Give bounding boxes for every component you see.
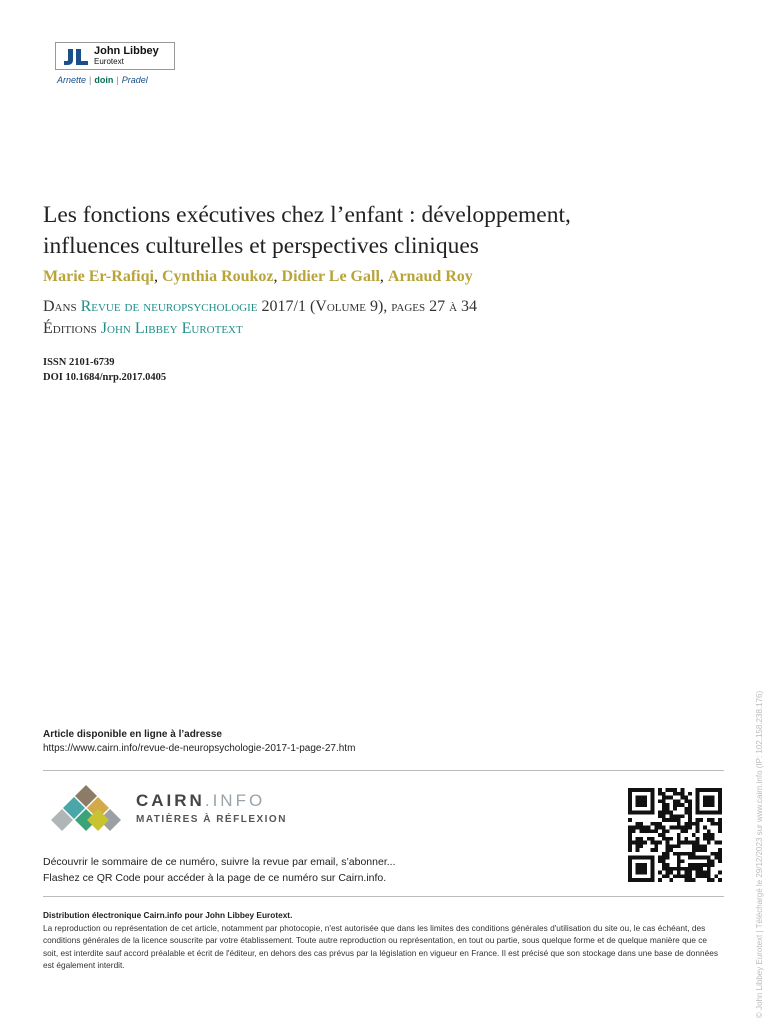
cairn-logo-icon [43,784,129,836]
author-link[interactable]: Cynthia Roukoz [161,268,274,285]
journal-link[interactable]: Revue de neuropsychologie [80,298,258,315]
author-link[interactable]: Didier Le Gall [281,268,380,285]
legal-heading: Distribution électronique Cairn.info pour John Libbey Eurotext. [43,910,293,920]
doi: DOI 10.1684/nrp.2017.0405 [43,372,167,383]
imprint-logos: Arnette | doin | Pradel [57,75,148,85]
journal-line [43,298,477,316]
qr-code-icon[interactable] [626,788,724,882]
author-list: Marie Er-Rafiqi, Cynthia Roukoz, Didier Le Gall, Arnaud Roy [43,268,473,285]
author-link[interactable]: Arnaud Roy [387,268,473,285]
editions-line [43,320,243,338]
discover-block [43,854,396,886]
cairn-tagline: MATIÈRES À RÉFLEXION [136,814,287,825]
cairn-name-dot: . [204,791,213,810]
identifiers [43,355,166,385]
article-title [43,200,723,262]
cairn-tile [87,809,109,831]
imprint-doin: doin [94,75,114,85]
issue-info: 2017/1 (Volume 9) [261,298,384,315]
publisher-logo [55,42,177,92]
download-watermark: © John Libbey Eurotext | Téléchargé le 29/12/2023 sur www.cairn.info (IP: 102.158.238.176) [755,690,764,1018]
legal-notice [43,909,723,972]
divider [43,896,724,897]
article-title-line2: influences culturelles et perspectives cliniques [43,233,479,259]
issn: ISSN 2101-6739 [43,357,115,368]
author-link[interactable]: Marie Er-Rafiqi [43,268,154,285]
pages-info: , pages 27 à 34 [383,298,478,315]
publisher-link[interactable]: John Libbey Eurotext [100,320,243,337]
jl-logo-icon [62,47,90,67]
divider [43,770,724,771]
availability-block [43,729,355,754]
imprint-pradel: Pradel [121,75,148,85]
article-url-link[interactable]: https://www.cairn.info/revue-de-neuropsychologie-2017-1-page-27.htm [43,743,356,754]
john-libbey-logo [55,42,175,70]
publisher-logo-name: John Libbey [94,45,159,57]
publisher-logo-sub: Eurotext [94,57,124,66]
discover-line1: Découvrir le sommaire de ce numéro, suivre la revue par email, s’abonner... [43,856,396,868]
in-label: Dans [43,298,77,315]
legal-body: La reproduction ou représentation de cet article, notamment par photocopie, n'est autorisée que dans les limites des conditions générales d'utilisation du site ou, le cas échéant, des conditions générales de la licence souscrite par votre établissement. Toute autre reproduction ou représentation, en tout ou partie, sous quelque forme et de quelque manière que ce soit, est interdite sauf accord préalable et écrit de l'éditeur, en dehors des cas prévus par la législation en vigueur en France. Il est précisé que son stockage dans une base de données est également interdit. [43,922,718,970]
article-title-line1: Les fonctions exécutives chez l’enfant : développement, [43,202,571,228]
discover-line2: Flashez ce QR Code pour accéder à la page de ce numéro sur Cairn.info. [43,872,387,884]
availability-heading: Article disponible en ligne à l’adresse [43,729,222,740]
cairn-name-a: CAIRN [136,791,205,810]
cairn-name-b: INFO [212,791,266,810]
cairn-wordmark [136,791,265,811]
editions-label: Éditions [43,320,97,337]
imprint-arnette: Arnette [57,75,87,85]
